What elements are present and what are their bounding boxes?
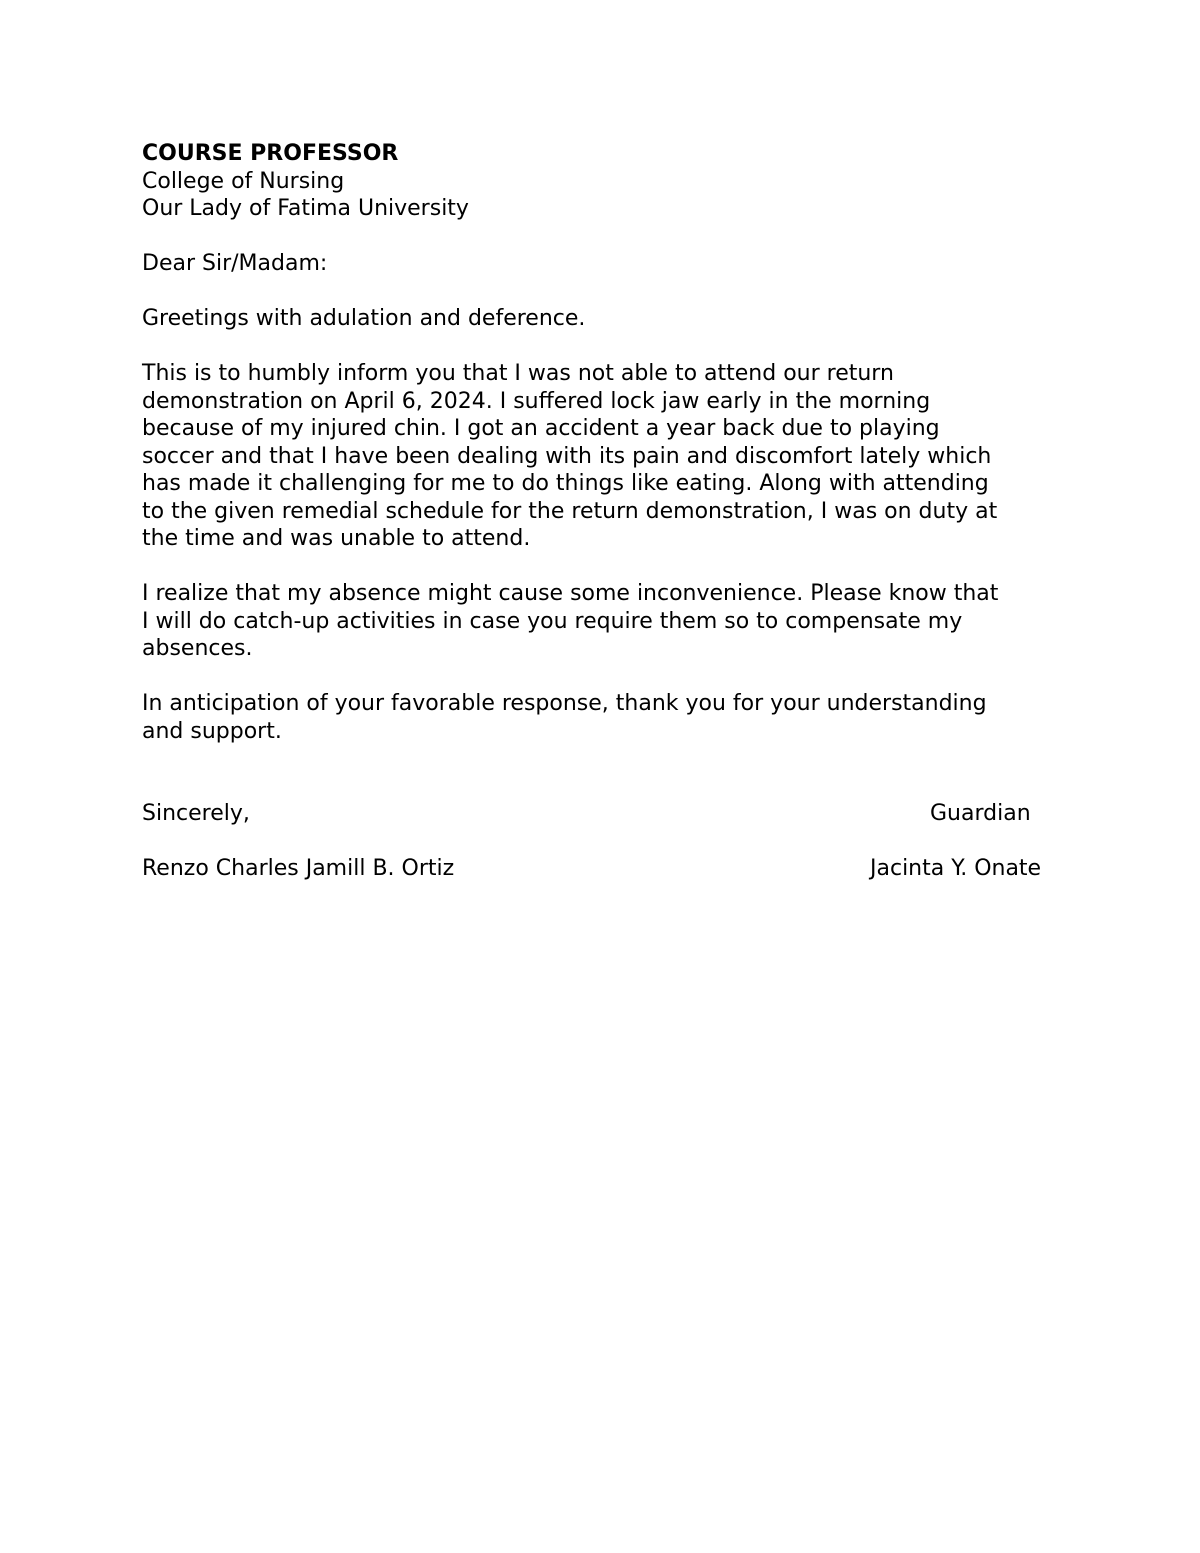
paragraph-line: I realize that my absence might cause some inconvenience. Please know that [142, 581, 999, 606]
salutation: Dear Sir/Madam: [142, 251, 328, 276]
paragraph-line: demonstration on April 6, 2024. I suffered lock jaw early in the morning [142, 388, 931, 414]
greeting: Greetings with adulation and deference. [142, 306, 586, 331]
signature-labels-row [142, 800, 1072, 828]
paragraph-line: to the given remedial schedule for the return demonstration, I was on duty at [142, 498, 998, 524]
closing: Sincerely, [142, 801, 250, 826]
paragraph-line: I will do catch-up activities in case you require them so to compensate my [142, 608, 963, 634]
paragraph-line: This is to humbly inform you that I was not able to attend our return [142, 361, 894, 386]
recipient-department: College of Nursing [142, 168, 345, 194]
paragraph-line: soccer and that I have been dealing with its pain and discomfort lately which [142, 443, 992, 469]
sender-name: Renzo Charles Jamill B. Ortiz [142, 856, 455, 881]
guardian-label: Guardian [930, 801, 1031, 826]
paragraph-line: because of my injured chin. I got an accident a year back due to playing [142, 416, 940, 441]
paragraph-line: absences. [142, 636, 253, 661]
paragraph-absence-reason [142, 360, 1072, 553]
signature-names-row [142, 855, 1072, 883]
recipient-institution: Our Lady of Fatima University [142, 196, 469, 221]
paragraph-line: and support. [142, 718, 282, 744]
guardian-name: Jacinta Y. Onate [870, 856, 1042, 881]
recipient-title: COURSE PROFESSOR [142, 141, 399, 166]
paragraph-line: the time and was unable to attend. [142, 526, 531, 551]
paragraph-line: has made it challenging for me to do things like eating. Along with attending [142, 471, 989, 496]
letter-body [142, 140, 1072, 883]
paragraph-closing-thanks [142, 690, 1072, 745]
paragraph-catch-up [142, 580, 1072, 663]
paragraph-line: In anticipation of your favorable response, thank you for your understanding [142, 691, 987, 716]
